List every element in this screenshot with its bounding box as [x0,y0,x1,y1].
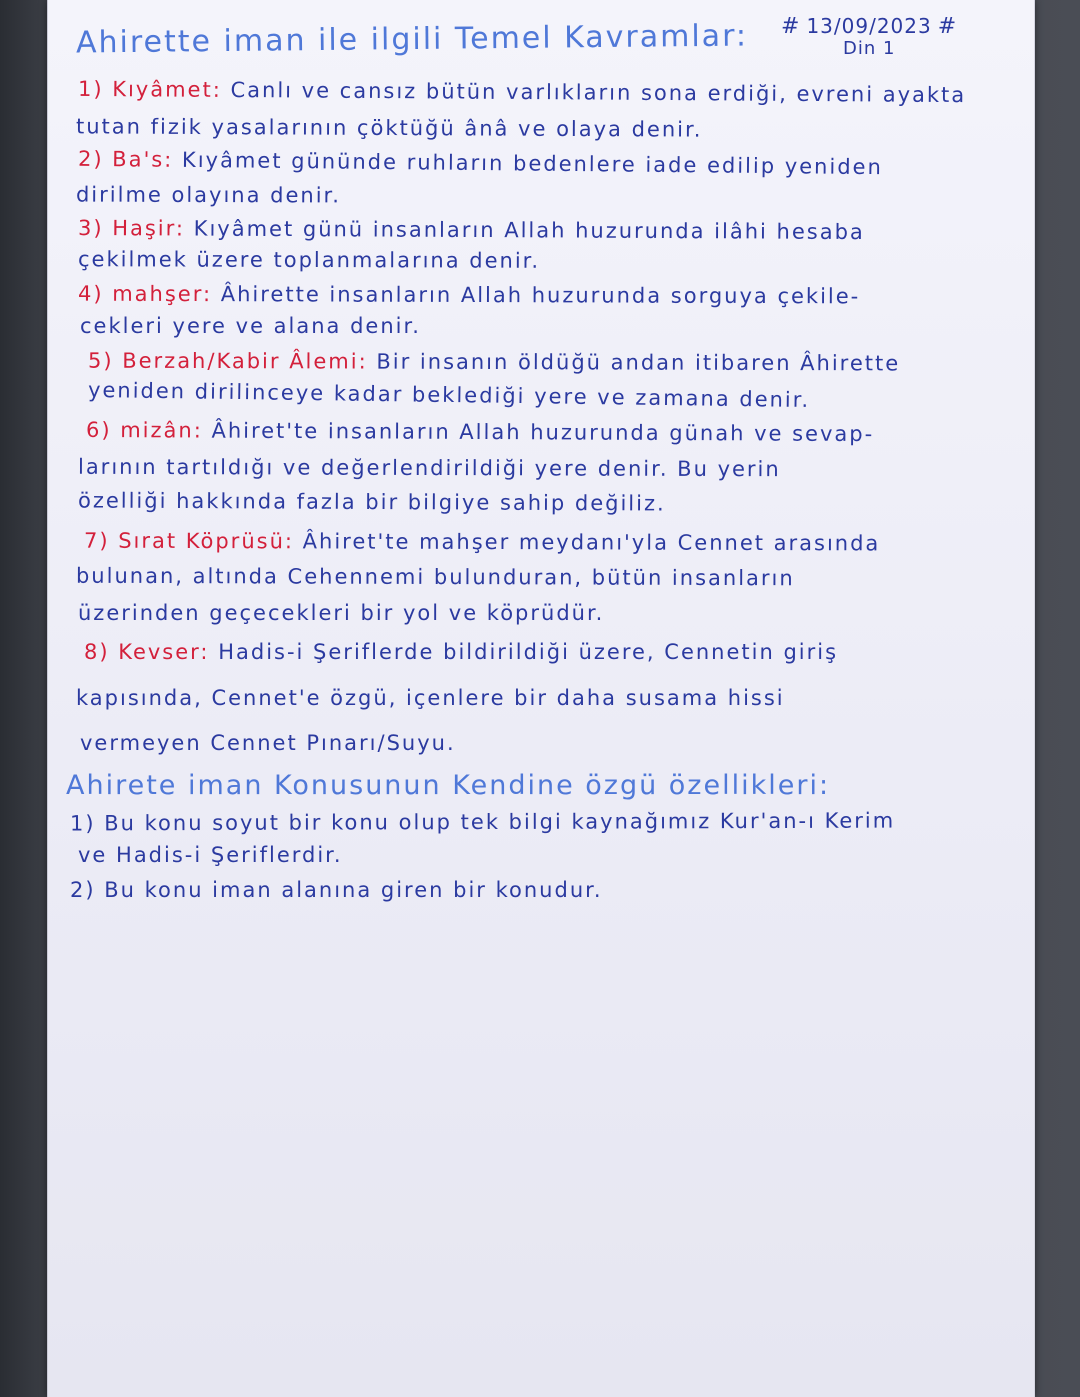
concept-3-line-1 [77,215,865,245]
section-2-item-1-line-1: 1) Bu konu soyut bir konu olup tek bilgi kaynağımız Kur'an-ı Kerim [69,808,896,836]
page-title: Ahirette iman ile ilgili Temel Kavramlar: [75,18,749,61]
concept-4-line-2: cekleri yere ve alana denir. [80,314,421,338]
section-2-item-1-line-2: ve Hadis-i Şeriflerdir. [78,843,343,867]
concept-8-line-3: vermeyen Cennet Pınarı/Suyu. [80,731,456,755]
concept-4-line-1 [77,281,861,309]
concept-5-text: Bir insanın öldüğü andan itibaren Âhirette [376,349,901,376]
concept-1-line-2: tutan fizik yasalarının çöktüğü ânâ ve olaya denir. [75,114,703,142]
concept-5-line-2: yeniden dirilinceye kadar beklediği yere ve zamana denir. [87,377,811,413]
concept-7-label: 7) Sırat Köprüsü: [83,528,295,554]
concept-4-text: Âhirette insanların Allah huzurunda sorguya çekile- [220,282,861,309]
concept-1-label: 1) Kıyâmet: [77,76,222,102]
section-2-heading: Ahirete iman Konusunun Kendine özgü özellikleri: [66,770,831,801]
concept-5-line-1 [87,348,901,376]
concept-1-text: Canlı ve cansız bütün varlıkların sona erdiği, evreni ayakta [230,77,967,108]
notebook-page [47,0,1035,1397]
concept-3-line-2: çekilmek üzere toplanmalarına denir. [77,247,541,273]
concept-2-text: Kıyâmet gününde ruhların bedenlere iade edilip yeniden [181,147,883,180]
concept-6-line-3: özelliği hakkında fazla bir bilgiye sahip değiliz. [77,488,666,516]
concept-8-text: Hadis-i Şeriflerde bildirildiği üzere, Cennetin giriş [218,640,839,664]
concept-3-label: 3) Haşir: [77,215,186,241]
concept-7-line-3: üzerinden geçecekleri bir yol ve köprüdür. [78,601,605,625]
date-stamp [775,14,963,39]
concept-6-text: Âhiret'te insanların Allah huzurunda günah ve sevap- [211,418,875,447]
concept-4-label: 4) mahşer: [77,281,213,307]
course-label: Din 1 [843,38,896,59]
concept-8-line-2: kapısında, Cennet'e özgü, içenlere bir daha susama hissi [76,686,785,710]
concept-8-label: 8) Kevser: [84,640,210,664]
hash-mark-right: # [937,14,958,39]
concept-8-line-1 [84,642,838,663]
concept-6-line-2: larının tartıldığı ve değerlendirildiği yere denir. Bu yerin [77,454,781,482]
concept-5-label: 5) Berzah/Kabir Âlemi: [87,348,368,374]
concept-7-line-1 [83,528,881,556]
concept-7-line-2: bulunan, altında Cehennemi bulunduran, bütün insanların [75,563,795,591]
date-text: 13/09/2023 [806,14,932,38]
concept-7-text: Âhiret'te mahşer meydanı'yla Cennet arasında [302,529,881,556]
concept-2-label: 2) Ba's: [77,146,174,172]
section-2-item-2-line-1: 2) Bu konu iman alanına giren bir konudur. [70,878,603,902]
hash-mark-left: # [781,14,801,39]
concept-3-text: Kıyâmet günü insanların Allah huzurunda ilâhi hesaba [193,216,865,245]
concept-2-line-1 [77,146,883,180]
concept-2-line-2: dirilme olayına denir. [75,182,342,208]
concept-6-line-1 [85,417,875,447]
concept-6-label: 6) mizân: [85,417,203,443]
concept-1-line-1 [77,76,967,108]
